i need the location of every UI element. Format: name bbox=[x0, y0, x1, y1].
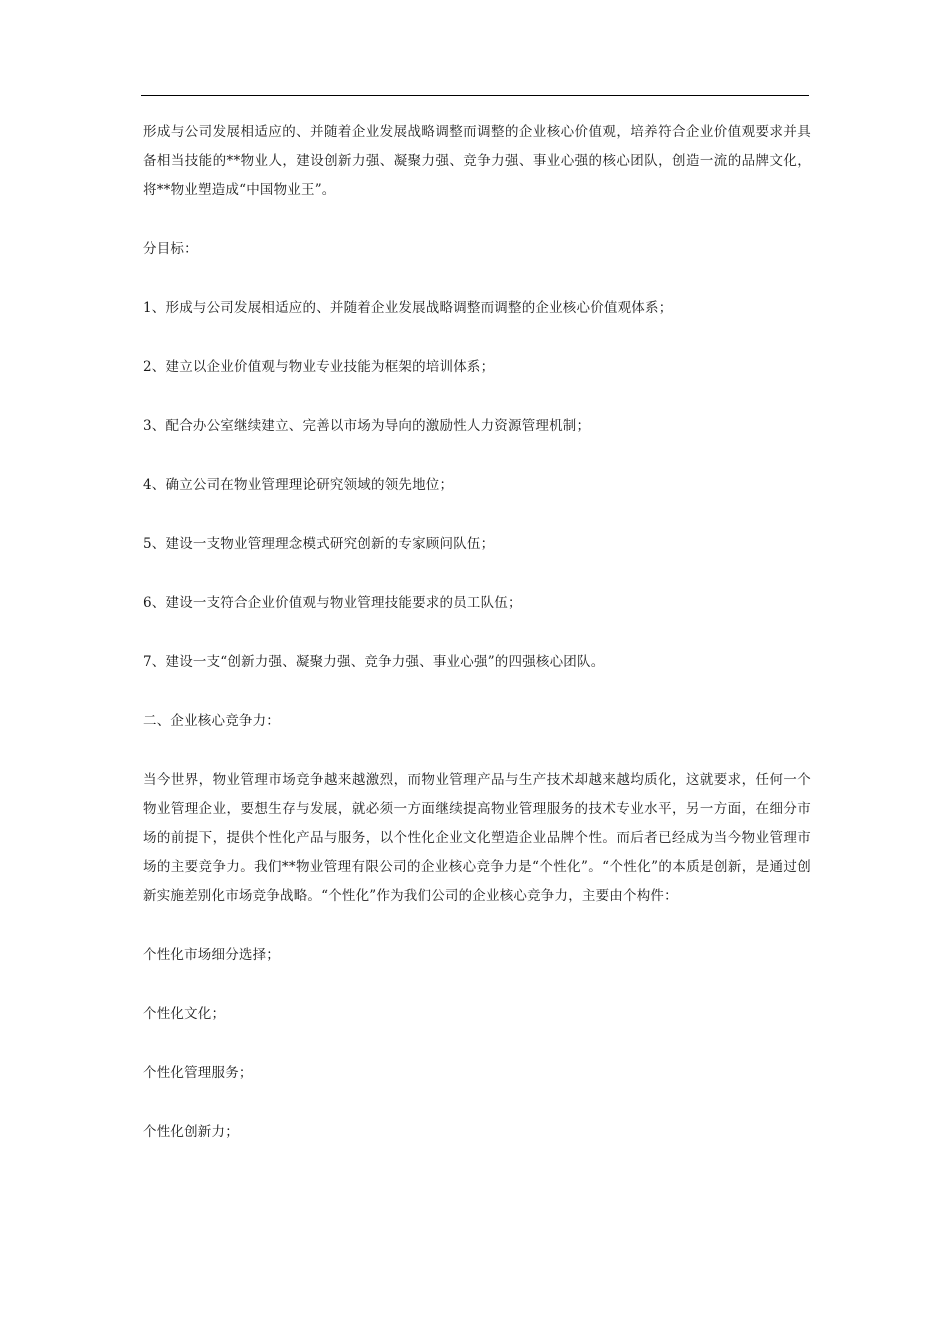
list-item-goal-6: 6、建设一支符合企业价值观与物业管理技能要求的员工队伍； bbox=[143, 595, 522, 611]
paragraph-intro: 形成与公司发展相适应的、并随着企业发展战略调整而调整的企业核心价值观，培养符合企业价值观要求并具备相当技能的**物业人，建设创新力强、凝聚力强、竞争力强、事业心强的核心团队，创造一流的品牌文化，将**物业塑造成“中国物业王”。 bbox=[143, 124, 811, 198]
paragraph-gap bbox=[143, 264, 811, 294]
list-item-goal-1: 1、形成与公司发展相适应的、并随着企业发展战略调整而调整的企业核心价值观体系； bbox=[143, 300, 673, 316]
list-item-component-4: 个性化创新力； bbox=[143, 1124, 239, 1140]
paragraph-gap bbox=[143, 911, 811, 941]
paragraph-gap bbox=[143, 559, 811, 589]
section-heading-core-competence: 二、企业核心竞争力： bbox=[143, 713, 280, 729]
paragraph-gap bbox=[143, 736, 811, 766]
list-item-component-3: 个性化管理服务； bbox=[143, 1065, 253, 1081]
header-rule bbox=[141, 95, 809, 96]
document-body bbox=[143, 118, 811, 1147]
paragraph-gap bbox=[143, 500, 811, 530]
heading-sub-goals: 分目标： bbox=[143, 241, 198, 257]
paragraph-gap bbox=[143, 441, 811, 471]
list-item-goal-5: 5、建设一支物业管理理念模式研究创新的专家顾问队伍； bbox=[143, 536, 495, 552]
list-item-component-1: 个性化市场细分选择； bbox=[143, 947, 280, 963]
paragraph-gap bbox=[143, 970, 811, 1000]
paragraph-gap bbox=[143, 382, 811, 412]
list-item-goal-7: 7、建设一支“创新力强、凝聚力强、竞争力强、事业心强”的四强核心团队。 bbox=[143, 654, 605, 670]
list-item-component-2: 个性化文化； bbox=[143, 1006, 226, 1022]
paragraph-gap bbox=[143, 677, 811, 707]
paragraph-core-competence: 当今世界，物业管理市场竞争越来越激烈，而物业管理产品与生产技术却越来越均质化，这就要求，任何一个物业管理企业，要想生存与发展，就必须一方面继续提高物业管理服务的技术专业水平，另一方面，在细分市场的前提下，提供个性化产品与服务，以个性化企业文化塑造企业品牌个性。而后者已经成为当今物业管理市场的主要竞争力。我们**物业管理有限公司的企业核心竞争力是“个性化”。“个性化”的本质是创新，是通过创新实施差别化市场竞争战略。“个性化”作为我们公司的企业核心竞争力，主要由个构件： bbox=[143, 772, 811, 904]
paragraph-gap bbox=[143, 323, 811, 353]
list-item-goal-2: 2、建立以企业价值观与物业专业技能为框架的培训体系； bbox=[143, 359, 495, 375]
paragraph-gap bbox=[143, 618, 811, 648]
paragraph-gap bbox=[143, 205, 811, 235]
paragraph-gap bbox=[143, 1088, 811, 1118]
list-item-goal-4: 4、确立公司在物业管理理论研究领域的领先地位； bbox=[143, 477, 454, 493]
list-item-goal-3: 3、配合办公室继续建立、完善以市场为导向的激励性人力资源管理机制； bbox=[143, 418, 591, 434]
paragraph-gap bbox=[143, 1029, 811, 1059]
